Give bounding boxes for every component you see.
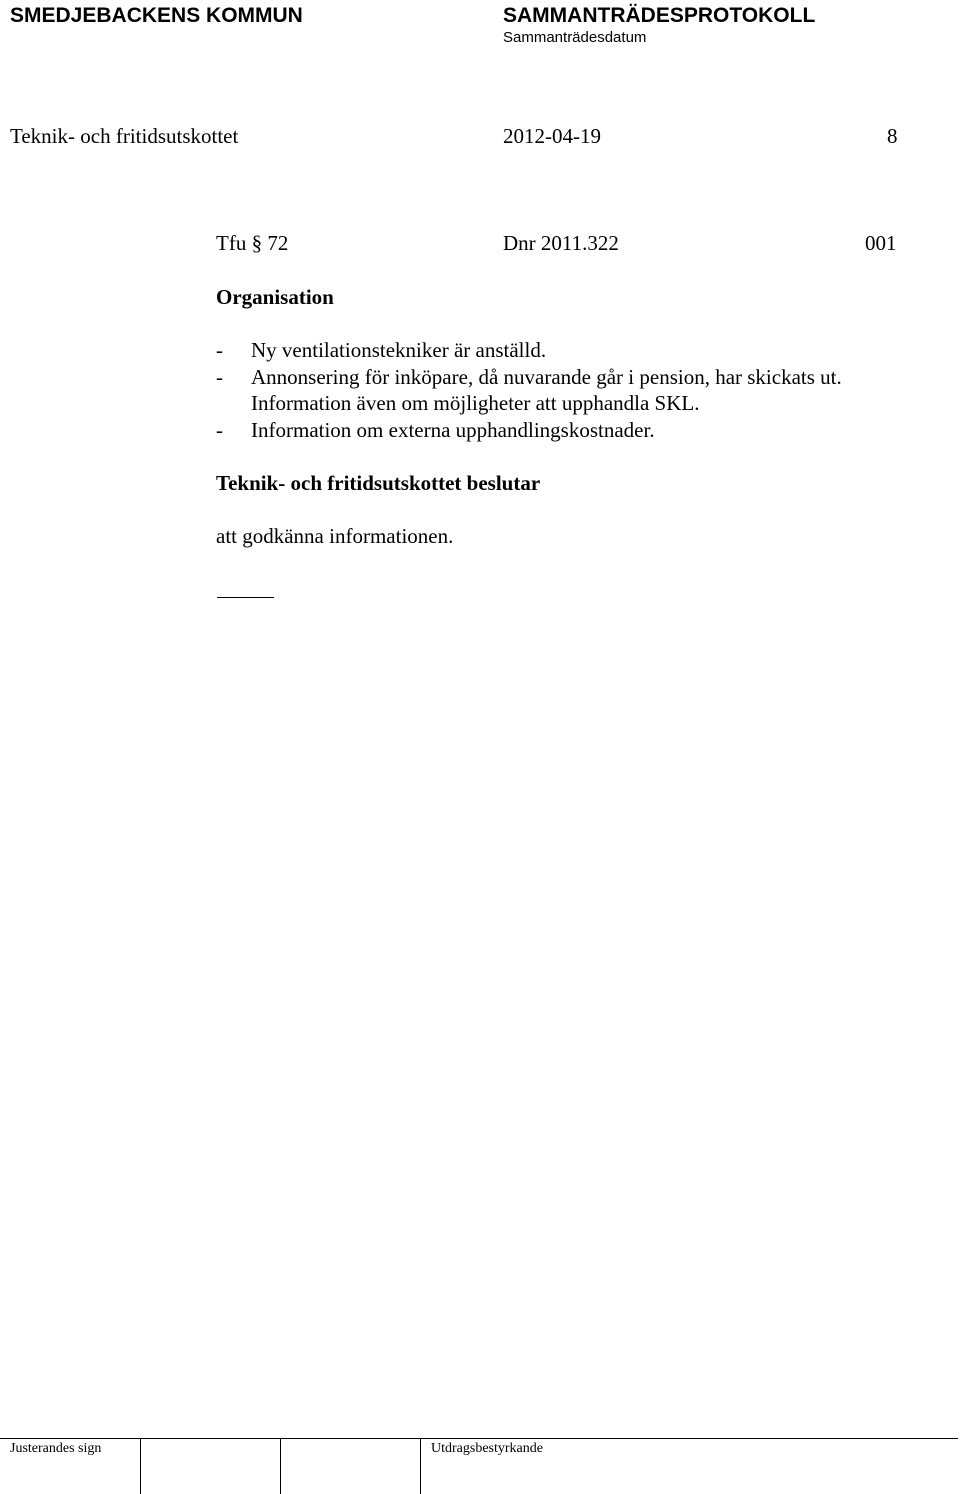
page-number: 8: [887, 124, 898, 148]
archive-code: 001: [865, 231, 897, 255]
section-title: Organisation: [216, 285, 334, 309]
list-dash: -: [216, 338, 223, 362]
footer-sign-label: Justerandes sign: [10, 1441, 102, 1456]
diary-number: Dnr 2011.322: [503, 231, 619, 255]
organization-name: SMEDJEBACKENS KOMMUN: [10, 4, 303, 27]
list-item-text: Information om externa upphandlingskostnader.: [251, 417, 655, 442]
footer-sign-box-divider: [420, 1439, 421, 1494]
decision-text: att godkänna informationen.: [216, 524, 454, 548]
meeting-date-label: Sammanträdesdatum: [503, 29, 647, 46]
list-item-text: Ny ventilationstekniker är anställd.: [251, 338, 547, 362]
list-item: [216, 417, 936, 444]
section-end-divider: [217, 597, 274, 598]
information-list: [216, 337, 936, 443]
decision-title: Teknik- och fritidsutskottet beslutar: [216, 471, 541, 495]
list-dash: -: [216, 417, 223, 442]
list-dash: -: [216, 364, 223, 389]
committee-name: Teknik- och fritidsutskottet: [10, 124, 239, 148]
list-item: [216, 337, 936, 364]
document-type: SAMMANTRÄDESPROTOKOLL: [503, 4, 816, 27]
footer-divider: [0, 1438, 958, 1439]
footer-certification-label: Utdragsbestyrkande: [431, 1441, 543, 1456]
list-item-text: Annonsering för inköpare, då nuvarande går i pension, har skickats ut. Information även om möjligheter att upphandla SKL.: [251, 364, 842, 415]
paragraph-reference: Tfu § 72: [216, 231, 289, 255]
footer-sign-box-divider: [280, 1439, 281, 1494]
footer-sign-box-divider: [140, 1439, 141, 1494]
list-item: [216, 364, 936, 417]
meeting-date: 2012-04-19: [503, 124, 601, 148]
